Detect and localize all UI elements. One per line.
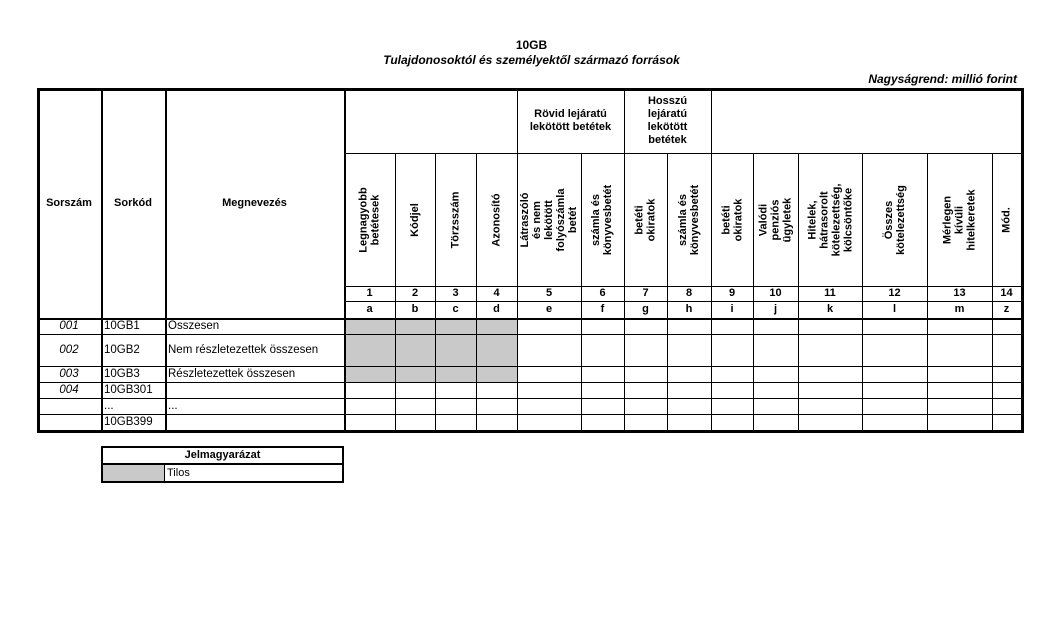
header-col-5-label: Látraszóló és nem lekötött folyószámla betét	[519, 188, 579, 251]
row-sorkod: 10GB399	[104, 416, 153, 428]
row-sorkod: 10GB1	[104, 320, 140, 332]
legend-divider	[101, 463, 344, 465]
row-sorkod: 10GB3	[104, 368, 140, 380]
form-code: 10GB	[515, 38, 548, 52]
divider-sorkod	[165, 88, 167, 430]
header-col-14	[992, 155, 1021, 284]
row-megnevezes: Összesen	[168, 320, 220, 332]
column-line	[862, 153, 863, 430]
table-border-right	[1021, 88, 1024, 433]
header-col-3-label: Törzsszám	[449, 191, 462, 248]
legend-item-label: Tilos	[167, 467, 190, 479]
row-sorszam: 002	[59, 344, 79, 356]
col-number-10: 10	[769, 287, 782, 299]
col-number-13: 13	[953, 287, 966, 299]
header-col-1	[344, 155, 395, 284]
header-col-14-label: Mód.	[1000, 206, 1013, 233]
unit-label: Nagyságrend: millió forint	[868, 72, 1017, 86]
header-col-9	[711, 155, 753, 284]
column-line	[753, 153, 754, 430]
col-letter-11: k	[826, 303, 834, 315]
header-group-hosszu: Hosszú lejáratú lekötött betétek	[647, 94, 688, 146]
header-col-2-label: Kódjel	[409, 202, 421, 237]
row-megnevezes: Részletezettek összesen	[168, 368, 296, 380]
col-letter-2: b	[411, 303, 419, 315]
row-sorszam	[37, 398, 101, 414]
header-col-12-label: Összes kötelezettség	[882, 184, 907, 255]
row-line	[37, 382, 1021, 383]
header-col-13	[927, 155, 992, 284]
col-letter-14: z	[1003, 303, 1010, 315]
col-number-14: 14	[1000, 287, 1013, 299]
row-megnevezes	[165, 382, 344, 398]
header-letter-line	[344, 301, 1021, 302]
row-line	[37, 334, 1021, 335]
legend-border-bottom	[101, 481, 344, 483]
legend-swatch-divider	[164, 465, 165, 481]
column-line	[667, 153, 668, 430]
header-col-7-label: betéti okiratok	[633, 198, 658, 241]
column-line	[624, 88, 625, 430]
col-letter-6: f	[600, 303, 605, 315]
header-bottom-line	[37, 318, 1023, 320]
col-number-11: 11	[824, 287, 836, 299]
row-line	[37, 414, 1021, 415]
header-sorkod: Sorkód	[114, 196, 152, 209]
row-sorkod: ...	[104, 400, 114, 412]
header-group-rovid: Rövid lejáratú lekötött betétek	[529, 107, 612, 133]
col-number-4: 4	[493, 287, 500, 299]
column-line	[711, 88, 712, 430]
col-number-7: 7	[642, 287, 649, 299]
header-col-7	[624, 155, 667, 284]
divider-sorszam	[101, 88, 103, 430]
header-col-10-label: Valódi penziós ügyletek	[757, 197, 794, 242]
header-col-11	[798, 155, 862, 284]
divider-megnevezes	[344, 88, 346, 430]
column-line	[798, 153, 799, 430]
legend-swatch	[101, 464, 164, 481]
col-letter-8: h	[685, 303, 693, 315]
col-number-2: 2	[411, 287, 419, 299]
row-megnevezes: Nem részletezettek összesen	[168, 344, 319, 356]
header-col-10	[753, 155, 798, 284]
header-col-1-label: Legnagyobb betétesek	[357, 186, 382, 253]
header-col-13-label: Mérlegen kívüli hitelkeretek	[941, 188, 978, 251]
col-number-3: 3	[452, 287, 459, 299]
col-letter-3: c	[452, 303, 459, 315]
row-sorkod: 10GB301	[104, 384, 153, 396]
column-line	[435, 153, 436, 430]
col-number-1: 1	[366, 287, 373, 299]
col-number-8: 8	[685, 287, 693, 299]
form-title: Tulajdonosoktól és személyektől származó források	[383, 53, 680, 67]
row-sorszam: 001	[59, 320, 79, 332]
header-col-2	[395, 155, 435, 284]
header-col-4	[476, 155, 517, 284]
table-border-bottom	[37, 430, 1023, 433]
header-col-4-label: Azonosító	[490, 192, 503, 247]
col-number-12: 12	[888, 287, 901, 299]
col-letter-9: i	[730, 303, 734, 315]
col-letter-10: j	[773, 303, 778, 315]
header-col-12	[862, 155, 927, 284]
row-sorszam: 003	[59, 368, 79, 380]
row-sorkod: 10GB2	[104, 344, 140, 356]
col-letter-5: e	[545, 303, 553, 315]
header-col-11-label: Hitelek, hátrasorolt kötelezettség, kölcsöntőke	[806, 183, 854, 256]
header-col-6	[581, 155, 624, 284]
header-col-5	[517, 155, 581, 284]
column-line	[395, 153, 396, 430]
col-letter-4: d	[493, 303, 500, 315]
row-line	[37, 366, 1021, 367]
column-line	[517, 88, 518, 430]
row-line	[37, 398, 1021, 399]
col-letter-1: a	[366, 303, 373, 315]
column-line	[992, 153, 993, 430]
table-border-left	[37, 88, 40, 433]
legend-title: Jelmagyarázat	[184, 449, 261, 461]
header-col-8	[667, 155, 711, 284]
col-letter-13: m	[954, 303, 965, 315]
row-sorszam	[37, 414, 101, 430]
header-group-line	[344, 153, 1021, 154]
col-letter-12: l	[892, 303, 897, 315]
row-sorszam: 004	[59, 384, 79, 396]
column-line	[927, 153, 928, 430]
row-megnevezes: ...	[168, 400, 178, 412]
header-megnevezes: Megnevezés	[222, 196, 287, 209]
forbidden-area	[344, 318, 517, 382]
col-letter-7: g	[642, 303, 649, 315]
row-megnevezes	[165, 414, 344, 430]
header-col-8-label: számla és könyvesbetét	[677, 184, 701, 255]
col-number-9: 9	[728, 287, 736, 299]
header-col-9-label: betéti okiratok	[720, 198, 744, 241]
col-number-6: 6	[599, 287, 606, 299]
col-number-5: 5	[545, 287, 553, 299]
header-col-3	[435, 155, 476, 284]
column-line	[476, 153, 477, 430]
header-num-line	[344, 286, 1021, 287]
header-sorszam: Sorszám	[46, 196, 92, 209]
header-col-6-label: számla és könyvesbetét	[590, 184, 615, 255]
table-border-top	[37, 88, 1023, 91]
column-line	[581, 153, 582, 430]
